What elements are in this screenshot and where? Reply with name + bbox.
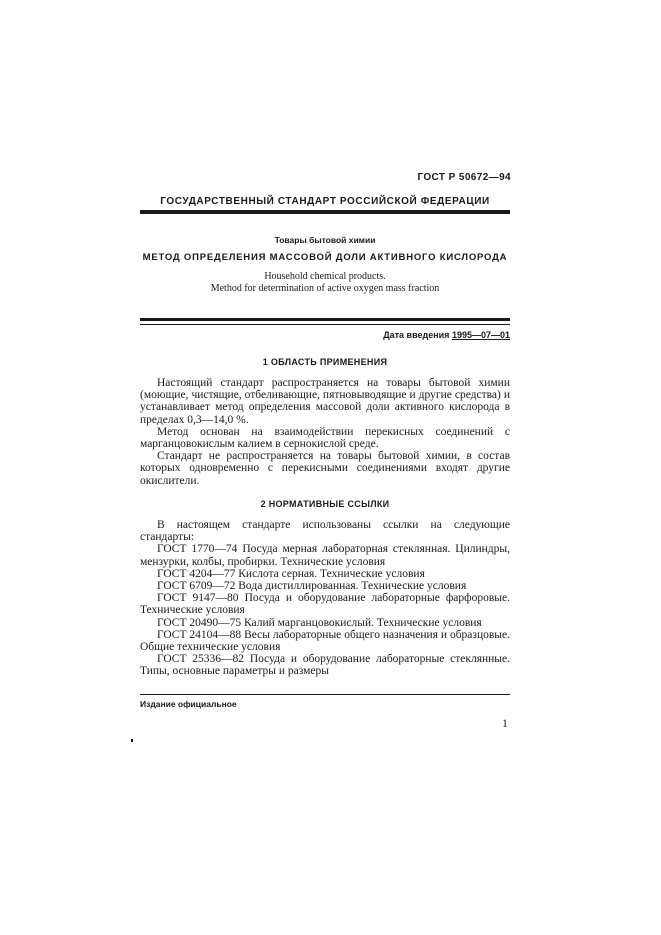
reference-item: ГОСТ 4204—77 Кислота серная. Технические условия <box>157 567 425 580</box>
section-2-heading: 2 НОРМАТИВНЫЕ ССЫЛКИ <box>260 499 390 509</box>
standard-title: ГОСУДАРСТВЕННЫЙ СТАНДАРТ РОССИЙСКОЙ ФЕДЕРАЦИИ <box>160 196 490 207</box>
intro-date-label: Дата введения <box>383 330 450 340</box>
section-2-body <box>140 519 510 678</box>
page-number: 1 <box>502 716 508 730</box>
english-title <box>140 271 510 294</box>
document-subtitle: Товары бытовой химии <box>274 235 376 245</box>
reference-item: ГОСТ 6709—72 Вода дистиллированная. Технические условия <box>157 580 467 593</box>
section-1-paragraph: Метод основан на взаимодействии перекисных соединений с марганцовокислым калием в сернокислой среде. <box>140 425 510 451</box>
scan-speck <box>131 739 133 742</box>
section-2-intro: В настоящем стандарте использованы ссылки на следующие стандарты: <box>140 519 510 544</box>
header-bottom-rule <box>140 318 510 321</box>
intro-date-value: 1995—07—01 <box>451 330 510 340</box>
publication-note: Издание официальное <box>140 699 237 709</box>
section-1-paragraph: Стандарт не распространяется на товары бытовой химии, в состав которых одновременно с перекисными соединениями входят другие окислители. <box>140 450 510 487</box>
footer-rule <box>140 694 510 695</box>
document-main-title: МЕТОД ОПРЕДЕЛЕНИЯ МАССОВОЙ ДОЛИ АКТИВНОГО КИСЛОРОДА <box>142 252 508 263</box>
english-title-line-2: Method for determination of active oxygen mass fraction <box>210 282 440 294</box>
section-1-body <box>140 377 510 487</box>
reference-item: ГОСТ 24104—88 Весы лабораторные общего назначения и образцовые. Общие технические условия <box>140 628 510 654</box>
intro-date <box>383 330 510 340</box>
section-1-heading: 1 ОБЛАСТЬ ПРИМЕНЕНИЯ <box>262 357 388 367</box>
gost-code: ГОСТ Р 50672—94 <box>417 172 511 183</box>
section-1-paragraph: Настоящий стандарт распространяется на товары бытовой химии (моющие, чистящие, отбеливающие, пятновыводящие и другие средства) и устанавливает метод определения массовой доли активного кислорода в пределах 0,3—14,0 %. <box>140 377 510 426</box>
reference-item: ГОСТ 1770—74 Посуда мерная лабораторная стеклянная. Цилиндры, мензурки, колбы, пробирки. Технические условия <box>140 543 510 568</box>
header-bottom-thin-rule <box>140 324 510 325</box>
reference-item: ГОСТ 9147—80 Посуда и оборудование лабораторные фарфоровые. Технические условия <box>140 592 510 617</box>
title-rule <box>140 210 510 214</box>
reference-item: ГОСТ 20490—75 Калий марганцовокислый. Технические условия <box>157 616 482 629</box>
english-title-line-1: Household chemical products. <box>264 271 386 282</box>
reference-item: ГОСТ 25336—82 Посуда и оборудование лабораторные стеклянные. Типы, основные параметры и размеры <box>140 653 510 678</box>
